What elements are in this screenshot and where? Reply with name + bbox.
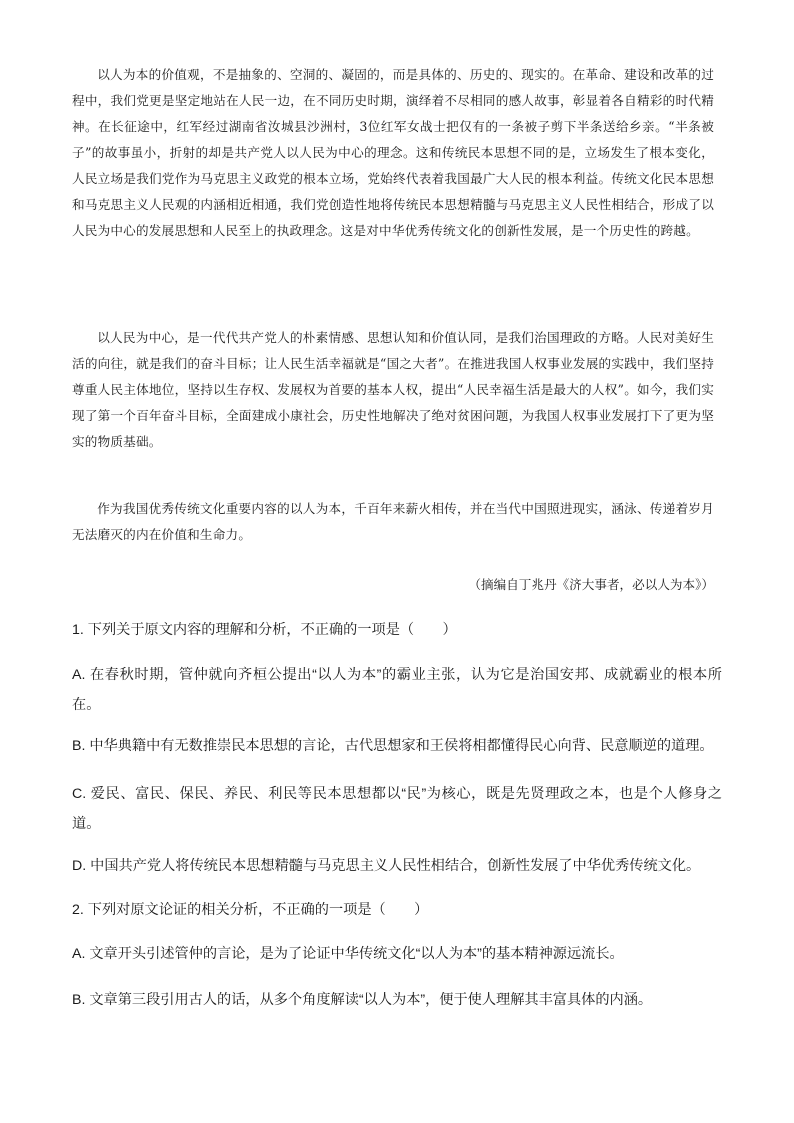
question-1-option-c: C. 爱民、富民、保民、养民、利民等民本思想都以“民”为核心，既是先贤理政之本，也是个人修身之道。 (72, 786, 722, 832)
passage-paragraph-1: 以人为本的价值观，不是抽象的、空洞的、凝固的，而是具体的、历史的、现实的。在革命、建设和改革的过程中，我们党更是坚定地站在人民一边，在不同历史时期，演绎着不尽相同的感人故事，彰显着各自精彩的时代精神。在长征途中，红军经过湖南省汝城县沙洲村，3位红军女战士把仅有的一条被子剪下半条送给乡亲。“半条被子”的故事虽小，折射的却是共产党人以人民为中心的理念。这和传统民本思想不同的是，立场发生了根本变化，人民立场是我们党作为马克思主义政党的根本立场，党始终代表着我国最广大人民的根本利益。传统文化民本思想和马克思主义人民观的内涵相近相通，我们党创造性地将传统民本思想精髓与马克思主义人民性相结合，形成了以人民为中心的发展思想和人民至上的执政理念。这是对中华优秀传统文化的创新性发展，是一个历史性的跨越。 (72, 67, 714, 238)
question-1-stem: 1. 下列关于原文内容的理解和分析，不正确的一项是（ ） (72, 622, 457, 638)
question-2-stem: 2. 下列对原文论证的相关分析，不正确的一项是（ ） (72, 902, 429, 918)
question-1-option-d: D. 中国共产党人将传统民本思想精髓与马克思主义人民性相结合，创新性发展了中华优秀传统文化。 (72, 858, 701, 874)
passage-paragraph-2: 以人民为中心，是一代代共产党人的朴素情感、思想认知和价值认同，是我们治国理政的方略。人民对美好生活的向往，就是我们的奋斗目标；让人民生活幸福就是“国之大者”。在推进我国人权事业发展的实践中，我们坚持尊重人民主体地位，坚持以生存权、发展权为首要的基本人权，提出“人民幸福生活是最大的人权”。如今，我们实现了第一个百年奋斗目标，全面建成小康社会，历史性地解决了绝对贫困问题，为我国人权事业发展打下了更为坚实的物质基础。 (72, 330, 714, 449)
question-1-option-b: B. 中华典籍中有无数推崇民本思想的言论，古代思想家和王侯将相都懂得民心向背、民意顺逆的道理。 (72, 738, 714, 754)
question-2-option-b: B. 文章第三段引用古人的话，从多个角度解读“以人为本”，便于使人理解其丰富具体的内涵。 (72, 992, 653, 1008)
passage-paragraph-3: 作为我国优秀传统文化重要内容的以人为本，千百年来薪火相传，并在当代中国照进现实，涵泳、传递着岁月无法磨灭的内在价值和生命力。 (72, 501, 714, 542)
question-1-option-a: A. 在春秋时期，管仲就向齐桓公提出“以人为本”的霸业主张，认为它是治国安邦、成就霸业的根本所在。 (72, 667, 722, 713)
question-2-option-a: A. 文章开头引述管仲的言论，是为了论证中华传统文化“以人为本”的基本精神源远流长。 (72, 946, 624, 962)
passage-source: （摘编自丁兆丹《济大事者，必以人为本》） (468, 577, 714, 592)
